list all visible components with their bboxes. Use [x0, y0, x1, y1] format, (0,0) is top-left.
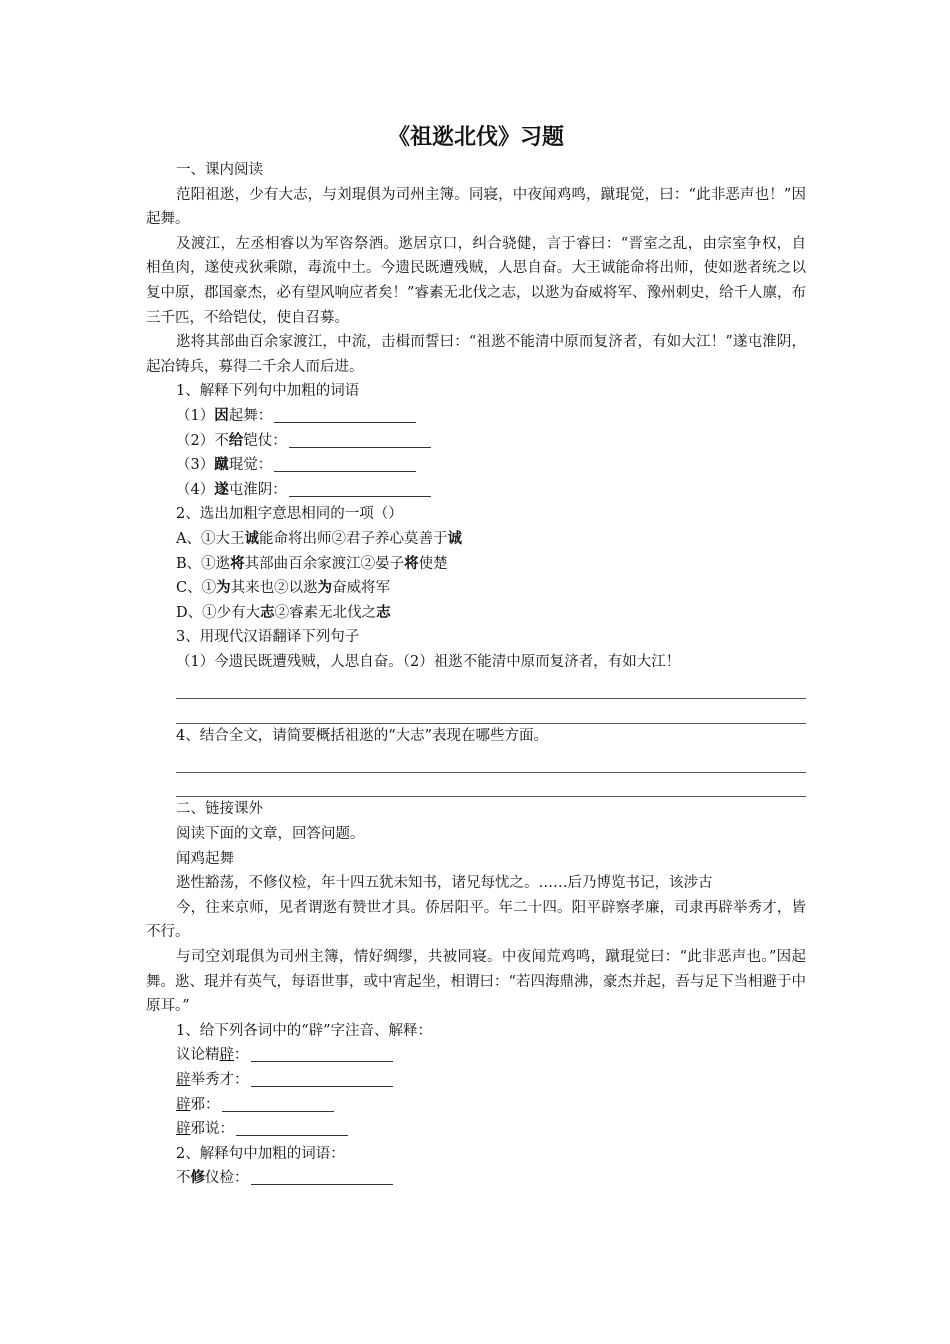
answer-blank[interactable]: [274, 407, 416, 423]
passage-paragraph: 今，往来京师，见者谓逖有赞世才具。侨居阳平。年二十四。阳平辟察孝廉，司隶再辟举秀才，皆不行。: [146, 899, 806, 941]
answer-blank[interactable]: [251, 1071, 393, 1087]
question-prompt: 4、结合全文，请简要概括祖逖的“大志”表现在哪些方面。: [176, 727, 549, 744]
document-page: [146, 118, 806, 1191]
vocab-item: 辟邪：: [146, 1093, 806, 1118]
answer-line[interactable]: [176, 674, 806, 699]
answer-blank[interactable]: [274, 456, 416, 472]
instruction-text: 阅读下面的文章，回答问题。: [176, 826, 365, 843]
passage-paragraph: 范阳祖逖，少有大志，与刘琨俱为司州主簿。同寝，中夜闻鸡鸣，蹴琨觉，曰：“此非恶声也！”因起舞。: [146, 186, 806, 228]
choice-option[interactable]: C、①为其来也②以逖为奋威将军: [176, 579, 391, 597]
question-prompt: 2、解释句中加粗的词语：: [176, 1145, 345, 1162]
choice-option[interactable]: B、①逖将其部曲百余家渡江②晏子将使楚: [176, 554, 448, 572]
vocab-item: 辟举秀才：: [146, 1068, 806, 1093]
question-prompt: 1、解释下列句中加粗的词语: [176, 383, 360, 400]
answer-line[interactable]: [176, 773, 806, 798]
vocab-item: （1）因起舞：: [146, 404, 806, 429]
vocab-item: （4）遂屯淮阴：: [146, 478, 806, 503]
answer-blank[interactable]: [289, 432, 431, 448]
choice-option[interactable]: D、①少有大志②睿素无北伐之志: [176, 603, 391, 621]
vocab-item: （3）蹴琨觉：: [146, 453, 806, 478]
vocab-item: 不修仪检：: [146, 1166, 806, 1191]
answer-line[interactable]: [176, 748, 806, 773]
choice-option[interactable]: A、①大王诚能命将出师②君子养心莫善于诚: [176, 529, 462, 547]
question-prompt: 2、选出加粗字意思相同的一项（）: [176, 506, 403, 523]
passage-paragraph: 与司空刘琨俱为司州主簿，情好绸缪，共被同寝。中夜闻荒鸡鸣，蹴琨觉曰：“此非恶声也。”因起舞。逖、琨并有英气，每语世事，或中宵起坐，相谓曰：“若四海鼎沸，豪杰并起，吾与足下当相避于中原耳。”: [146, 949, 806, 1015]
answer-blank[interactable]: [236, 1120, 348, 1136]
answer-blank[interactable]: [222, 1096, 334, 1112]
page-title: 《祖逖北伐》习题: [387, 125, 564, 150]
section-heading: 一、课内阅读: [176, 162, 263, 178]
answer-blank[interactable]: [251, 1046, 393, 1062]
translation-sentences: （1）今遗民既遭残贼，人思自奋。（2）祖逖不能清中原而复济者，有如大江！: [176, 653, 681, 670]
vocab-item: 议论精辟：: [146, 1043, 806, 1068]
answer-line[interactable]: [176, 699, 806, 724]
vocab-item: 辟邪说：: [146, 1117, 806, 1142]
vocab-item: （2）不给铠仗：: [146, 429, 806, 454]
passage-line: 逖性豁荡，不修仪检，年十四五犹未知书，诸兄每忧之。……后乃博览书记，该涉古: [176, 875, 713, 892]
passage-paragraph: 逖将其部曲百余家渡江，中流，击楫而誓曰：“祖逖不能清中原而复济者，有如大江！”遂屯淮阴，起冶铸兵，募得二千余人而后进。: [146, 334, 806, 375]
section-heading: 二、链接课外: [176, 801, 263, 818]
passage-paragraph: 及渡江，左丞相睿以为军咨祭酒。逖居京口，纠合骁健，言于睿曰：“晋室之乱，由宗室争权，自相鱼肉，遂使戎狄乘隙，毒流中土。今遗民既遭残贼，人思自奋。大王诚能命将出师，使如逖者统之以复中原，郡国豪杰，必有望风响应者矣！”睿素无北伐之志，以逖为奋威将军、豫州刺史，给千人廪，布三千匹，不给铠仗，使自召募。: [146, 235, 806, 326]
passage-subtitle: 闻鸡起舞: [176, 850, 234, 867]
question-prompt: 3、用现代汉语翻译下列句子: [176, 629, 360, 646]
answer-blank[interactable]: [251, 1169, 393, 1185]
answer-blank[interactable]: [289, 481, 431, 497]
question-prompt: 1、给下列各词中的“辟”字注音、解释：: [176, 1022, 433, 1039]
